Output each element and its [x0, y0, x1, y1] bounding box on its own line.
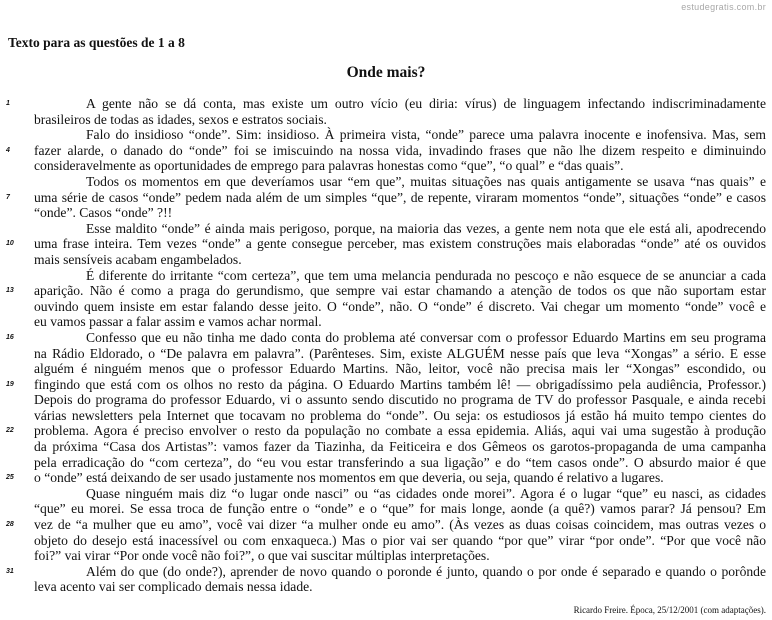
text-line: [6, 143, 766, 159]
line-text: foi?” vai virar “Por onde você não foi?”, o que vai suscitar múltiplas interpretações.: [34, 548, 490, 564]
line-text: É diferente do irritante “com certeza”, que tem uma melancia pendurada no pescoço e não esquece de se anunciar a cada: [86, 267, 766, 283]
line-text: problema. Agora é preciso envolver o resto da população no combate a essa epidemia. Aliás, aqui vai uma sugestão à produção: [34, 423, 766, 439]
line-text: mais sensíveis acabam engambelados.: [34, 251, 242, 267]
text-line: [6, 408, 766, 424]
text-line: [6, 470, 766, 486]
line-number: 31: [6, 567, 14, 575]
line-text: eu vamos passar a falar assim e vamos achar normal.: [34, 314, 322, 330]
line-text: “onde”. Casos “onde” ?!!: [34, 205, 173, 221]
line-number: 10: [6, 240, 14, 248]
line-text: consideravelmente as oportunidades de emprego para palavras honestas como “que”, “o qual” e “das quais”.: [34, 158, 624, 174]
text-line: [6, 221, 766, 237]
text-line: [6, 190, 766, 206]
text-line: [6, 299, 766, 315]
text-line: [6, 439, 766, 455]
text-line: [6, 127, 766, 143]
text-line: [6, 579, 766, 595]
text-line: [6, 361, 766, 377]
line-text: “que” eu morei. Se essa troca de função entre o “onde” e o “que” for mais longe, aonde (a quê?) vamos parar? Já pensou? Em: [34, 501, 766, 517]
text-line: [6, 486, 766, 502]
text-line: [6, 392, 766, 408]
line-text: Todos os momentos em que deveríamos usar “em que”, muitas situações nas quais antigamente se usava “nas quais” e: [86, 173, 766, 189]
text-body: [6, 96, 766, 595]
text-line: [6, 268, 766, 284]
text-line: [6, 205, 766, 221]
line-text: Confesso que eu não tinha me dado conta do problema até conversar com o professor Eduardo Martins em seu programa: [86, 329, 766, 345]
text-line: [6, 236, 766, 252]
watermark: estudegratis.com.br: [681, 2, 766, 12]
line-text: leva acento vai ser complicado demais nessa idade.: [34, 579, 313, 595]
line-number: 4: [6, 146, 10, 154]
text-line: [6, 330, 766, 346]
line-text: Além do que (do onde?), aprender de novo quando o poronde é junto, quando o por onde é separado e quando o porônde: [86, 563, 766, 579]
line-number: 7: [6, 193, 10, 201]
line-text: uma frase inteira. Tem vezes “onde” a gente consegue perceber, mas existem construções mais elaboradas “onde” até os ouvidos: [34, 236, 766, 252]
text-line: [6, 423, 766, 439]
line-number: 1: [6, 100, 10, 107]
line-number: 13: [6, 287, 14, 295]
line-text: fingindo que está com os olhos no resto da página. O Eduardo Martins também lê! — obrigadíssimo pela audiência, Professor.): [34, 376, 766, 392]
line-text: fazer alarde, o danado do “onde” foi se imiscuindo na nossa vida, invadindo frases que não lhe dizem respeito e diminuindo: [34, 142, 766, 158]
line-number: 16: [6, 333, 14, 341]
line-text: vez de “a mulher que eu amo”, você vai dizer “a mulher onde eu amo”. (Às vezes as duas coisas coincidem, mas outras vezes o: [34, 517, 766, 533]
line-number: 25: [6, 474, 14, 482]
source-credit: Ricardo Freire. Época, 25/12/2001 (com adaptações).: [573, 605, 766, 615]
text-line: [6, 346, 766, 362]
line-text: na Rádio Eldorado, o “De palavra em palavra”. (Parênteses. Sim, existe ALGUÉM nesse país que leva “Xongas” a sério. E esse: [34, 345, 766, 361]
text-line: [6, 252, 766, 268]
line-text: Quase ninguém mais diz “o lugar onde nasci” ou “as cidades onde morei”. Agora é o lugar “que” eu nasci, as cidades: [86, 485, 766, 501]
line-number: 28: [6, 521, 14, 529]
text-line: [6, 314, 766, 330]
text-line: [6, 283, 766, 299]
line-text: brasileiros de todas as idades, sexos e estratos sociais.: [34, 111, 327, 127]
line-text: A gente não se dá conta, mas existe um outro vício (eu diria: vírus) de linguagem infectando indiscriminadamente: [86, 96, 766, 111]
line-text: várias newsletters pela Internet que tocavam no problema do “onde”. Ou seja: os estudiosos já estão há muito tempo cientes do: [34, 407, 766, 423]
text-line: [6, 548, 766, 564]
text-line: [6, 517, 766, 533]
line-text: Esse maldito “onde” é ainda mais perigoso, porque, na maioria das vezes, a gente nem nota que ele está ali, apodrecendo: [86, 220, 766, 236]
text-line: [6, 501, 766, 517]
text-line: [6, 377, 766, 393]
text-line: [6, 112, 766, 128]
text-line: [6, 96, 766, 112]
line-text: da próxima “Casa dos Artistas”: vamos fazer da Tiazinha, da Feiticeira e dos Gêmeos os garotos-propaganda de uma campanha: [34, 439, 766, 455]
text-line: [6, 174, 766, 190]
line-text: uma série de casos “onde” pedem nada além de um simples “que”, de repente, viraram momentos “onde”, situações “onde” e casos: [34, 189, 766, 205]
line-text: Falo do insidioso “onde”. Sim: insidioso. À primeira vista, “onde” parece uma palavra inocente e inofensiva. Mas, sem: [86, 127, 766, 143]
line-text: objeto do desejo está inacessível ou com enxaqueca.) Mas o pior vai ser quando “por que” virar “por onde”. “Por que você não: [34, 532, 766, 548]
text-line: [6, 158, 766, 174]
text-line: [6, 564, 766, 580]
line-text: alguém é ninguém menos que o professor Eduardo Martins. Não, leitor, você não precisa mais ler “Xongas” escondido, ou: [34, 361, 766, 377]
line-text: o “onde” está deixando de ser usado justamente nos momentos em que deveria, ou seja, quando é relativo a lugares.: [34, 470, 664, 486]
text-title: Onde mais?: [346, 64, 426, 81]
line-text: aparição. Não é como a praga do gerundismo, que sempre vai estar chamando a atenção de todos os que não suportam estar: [34, 283, 766, 299]
line-text: pela erradicação do “com certeza”, do “eu vou estar transferindo a sua ligação” e do “tem casos onde”. O absurdo maior é que: [34, 454, 766, 470]
line-number: 22: [6, 427, 14, 435]
text-line: [6, 533, 766, 549]
line-text: Depois do programa do professor Eduardo, vi o assunto sendo discutido no programa de TV do professor Pasquale, e ainda recebi: [34, 392, 766, 408]
section-heading: Texto para as questões de 1 a 8: [8, 35, 185, 50]
line-number: 19: [6, 380, 14, 388]
line-text: ouvindo quem insiste em estar falando desse jeito. O “onde”, não. O “onde” é discreto. Vai chegar um momento “onde” você e: [34, 298, 766, 314]
text-line: [6, 455, 766, 471]
